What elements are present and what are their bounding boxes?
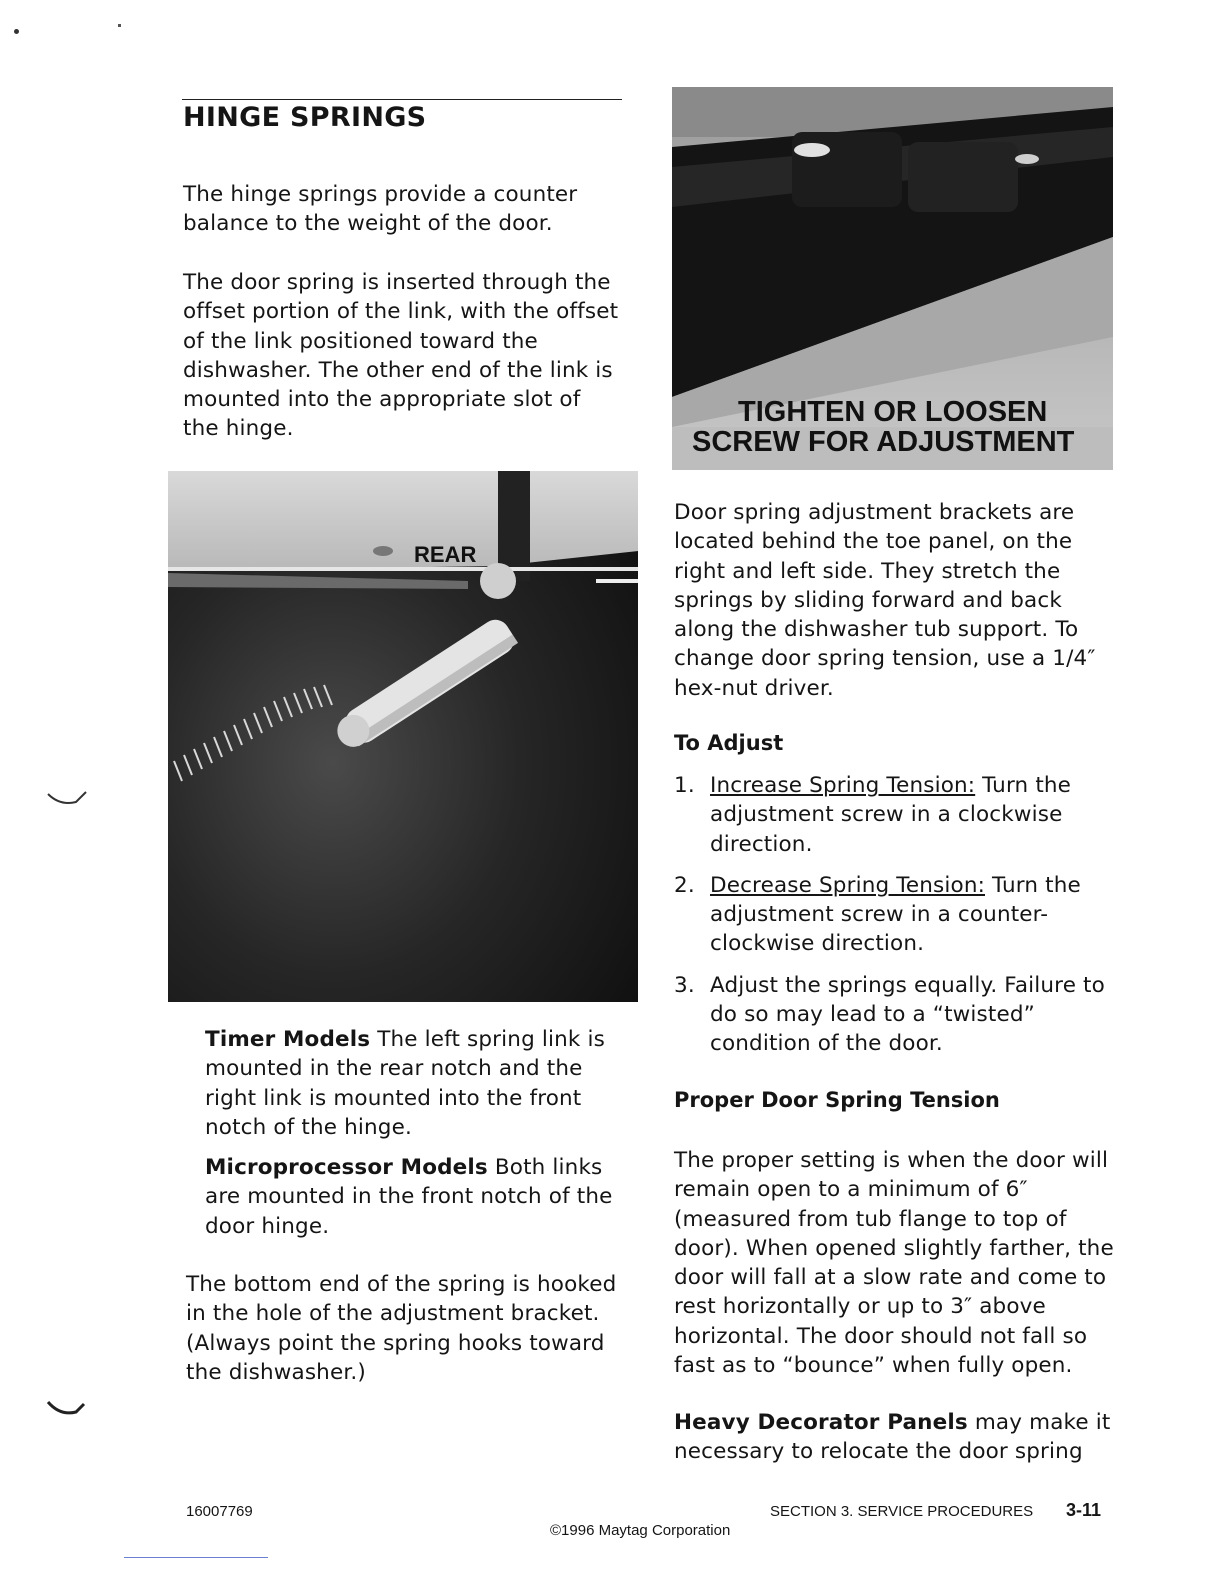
step-number: 1. [674,773,695,798]
step-text: Turn the adjustment screw in a clockwise direction. [710,773,1072,857]
timer-models-text: The left spring link is mounted in the rear notch and the right link is mounted into the front notch of the hinge. [205,1027,605,1140]
adjustment-screw-photo [672,87,1113,470]
document-number: 16007769 [186,1503,253,1520]
heavy-panels-paragraph [674,1408,1124,1467]
tighten-caption-line1: TIGHTEN OR LOOSEN [738,396,1048,428]
section-heading: HINGE SPRINGS [183,102,427,133]
section-title: SECTION 3. SERVICE PROCEDURES [770,1503,1034,1520]
adjust-step-3 [674,971,1124,1059]
heading-rule [182,99,622,100]
adjust-step-2 [674,871,1124,959]
scan-speck [118,24,121,27]
adjust-step-list [674,771,1124,1059]
scan-hook-mark [46,1400,92,1426]
adjust-step-1 [674,771,1124,859]
intro-paragraph: The hinge springs provide a counter balance to the weight of the door. [183,182,578,237]
bottom-edge-line [124,1557,268,1558]
hinge-link-photo [168,471,638,1002]
to-adjust-heading: To Adjust [674,731,784,755]
scan-dot [14,29,19,34]
link-description-paragraph: The door spring is inserted through the offset portion of the link, with the offset of the link positioned toward the dishwasher. The other end of the link is mounted into the appropriate slot of the hinge. [183,270,619,442]
step-text: Adjust the springs equally. Failure to do so may lead to a “twisted” condition of the door. [710,972,1105,1057]
rear-label: REAR [414,542,477,567]
proper-tension-heading: Proper Door Spring Tension [674,1088,1000,1112]
scan-hook-mark [46,788,92,816]
microprocessor-models-text: Both links are mounted in the front notch of the door hinge. [205,1155,613,1239]
spring-hook-paragraph: The bottom end of the spring is hooked in the hole of the adjustment bracket. (Always point the spring hooks toward the dishwasher.) [186,1272,617,1385]
page-number: 3-11 [1066,1500,1102,1520]
step-number: 2. [674,872,695,898]
step-text: Turn the adjustment screw in a counter-clockwise direction. [710,872,1081,957]
timer-models-label: Timer Models [205,1027,371,1052]
heavy-panels-text: may make it necessary to relocate the door spring [674,1410,1111,1465]
tighten-caption-line2: SCREW FOR ADJUSTMENT [692,426,1075,458]
step-label: Increase Spring Tension: [710,773,976,798]
step-number: 3. [674,972,695,998]
brackets-paragraph: Door spring adjustment brackets are located behind the toe panel, on the right and left side. They stretch the springs by sliding forward and back along the dishwasher tub support. To change door spring tension, use a 1/4″ hex-nut driver. [674,500,1096,701]
timer-models-note [205,1025,615,1142]
step-label: Decrease Spring Tension: [710,872,985,898]
copyright: ©1996 Maytag Corporation [550,1522,731,1539]
heavy-panels-label: Heavy Decorator Panels [674,1410,968,1435]
proper-tension-paragraph: The proper setting is when the door will remain open to a minimum of 6″ (measured from tub flange to top of door). When opened slightly farther, the door will fall at a slow rate and come to rest horizontally or up to 3″ above horizontal. The door should not fall so fast as to “bounce” when fully open. [674,1148,1114,1379]
microprocessor-models-note [205,1153,615,1241]
microprocessor-models-label: Microprocessor Models [205,1155,488,1180]
